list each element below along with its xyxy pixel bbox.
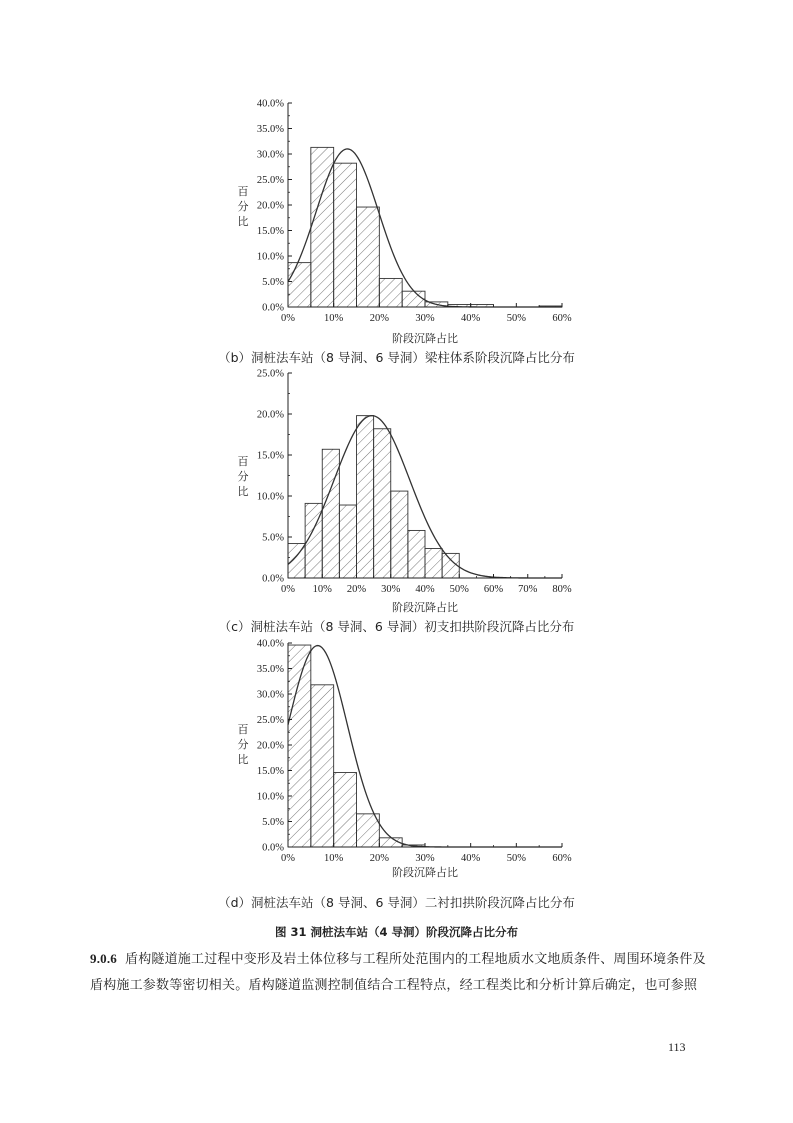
histogram-bar [322,449,339,578]
x-tick-label: 30% [415,853,435,864]
y-tick-label: 5.0% [262,277,284,288]
chart-caption-b: （b）洞桩法车站（8 导洞、6 导洞）梁柱体系阶段沉降占比分布 [218,350,575,365]
y-tick-label: 15.0% [256,766,284,777]
y-tick-label: 10.0% [256,251,284,263]
y-axis-label-char-1: 百 [237,185,249,198]
histogram-chart-d [0,635,793,880]
y-tick-label: 35.0% [256,124,284,135]
paragraph-line-1 [90,946,720,973]
x-tick-label: 10% [324,313,344,324]
histogram-bar [402,291,425,307]
x-tick-label: 60% [483,584,504,595]
histogram-chart-c [0,365,793,615]
x-tick-label: 60% [552,313,572,324]
y-tick-label: 40.0% [256,98,284,110]
y-axis-label-char-3: 比 [237,215,249,228]
x-tick-label: 0% [281,313,295,324]
y-axis-label-char-2: 分 [237,200,249,213]
y-tick-label: 0.0% [262,302,284,314]
figure-title: 图 31 洞桩法车站（4 导洞）阶段沉降占比分布 [274,925,518,939]
x-tick-label: 40% [461,853,481,864]
histogram-bar [311,685,334,847]
y-axis-label-char-2: 分 [237,738,249,751]
y-tick-label: 0.0% [262,573,284,585]
x-tick-label: 50% [449,584,469,595]
y-axis-label-char-1: 百 [237,455,249,468]
y-tick-label: 20.0% [256,200,284,212]
chart-caption-d: （d）洞桩法车站（8 导洞、6 导洞）二衬扣拱阶段沉降占比分布 [218,895,575,910]
histogram-bar [357,207,380,307]
x-tick-label: 60% [552,853,572,864]
x-tick-label: 40% [461,313,481,324]
page-number: 113 [668,1040,686,1054]
x-axis-label: 阶段沉降占比 [392,332,458,345]
x-tick-label: 30% [415,313,435,324]
y-tick-label: 5.0% [262,817,284,828]
chart-caption-c: （c）洞桩法车站（8 导洞、6 导洞）初支扣拱阶段沉降占比分布 [218,619,575,634]
y-tick-label: 10.0% [256,791,284,803]
x-tick-label: 80% [552,584,572,595]
paragraph-line-2: 盾构施工参数等密切相关。盾构隧道监测控制值结合工程特点，经工程类比和分析计算后确定，也可参照 [90,978,698,993]
histogram-bar [391,491,408,578]
x-tick-label: 40% [415,584,435,595]
paragraph-text-1: 盾构隧道施工过程中变形及岩土体位移与工程所处范围内的工程地质水文地质条件、周围环境条件及 [125,952,706,967]
y-tick-label: 20.0% [256,409,284,421]
x-axis-label: 阶段沉降占比 [392,866,458,879]
y-tick-label: 5.0% [262,532,284,544]
y-tick-label: 25.0% [256,368,284,380]
histogram-bar [334,773,357,847]
y-tick-label: 0.0% [262,842,284,854]
y-tick-label: 15.0% [256,226,284,237]
y-tick-label: 15.0% [256,450,284,462]
y-axis-label-char-3: 比 [237,485,249,498]
histogram-bar [339,505,356,578]
histogram-chart-b [0,95,793,350]
y-tick-label: 25.0% [256,175,284,186]
y-tick-label: 30.0% [256,689,284,701]
histogram-bar [288,263,311,307]
y-tick-label: 10.0% [256,491,284,503]
histogram-bar [334,163,357,307]
y-axis-label-char-1: 百 [237,723,249,736]
x-tick-label: 20% [369,853,389,864]
histogram-bar [425,548,442,578]
y-tick-label: 30.0% [256,149,284,161]
x-tick-label: 0% [281,584,295,595]
x-axis-label: 阶段沉降占比 [392,601,458,614]
x-tick-label: 0% [281,853,295,864]
histogram-bar [357,416,374,578]
clause-number: 9.0.6 [90,951,117,966]
y-axis-label-char-3: 比 [237,753,249,766]
histogram-bar [408,530,425,578]
histogram-bar [379,278,402,307]
y-tick-label: 35.0% [256,664,284,675]
histogram-bar [288,645,311,847]
x-tick-label: 70% [518,584,538,595]
y-tick-label: 25.0% [256,715,284,726]
x-tick-label: 20% [369,313,389,324]
x-tick-label: 50% [506,853,526,864]
body-paragraph [90,946,720,999]
y-tick-label: 40.0% [256,638,284,650]
x-tick-label: 50% [506,313,526,324]
x-tick-label: 10% [312,584,332,595]
x-tick-label: 20% [346,584,367,595]
x-tick-label: 30% [381,584,401,595]
y-tick-label: 20.0% [256,740,284,752]
y-axis-label-char-2: 分 [237,470,249,483]
histogram-bar [374,429,391,578]
x-tick-label: 10% [324,853,344,864]
